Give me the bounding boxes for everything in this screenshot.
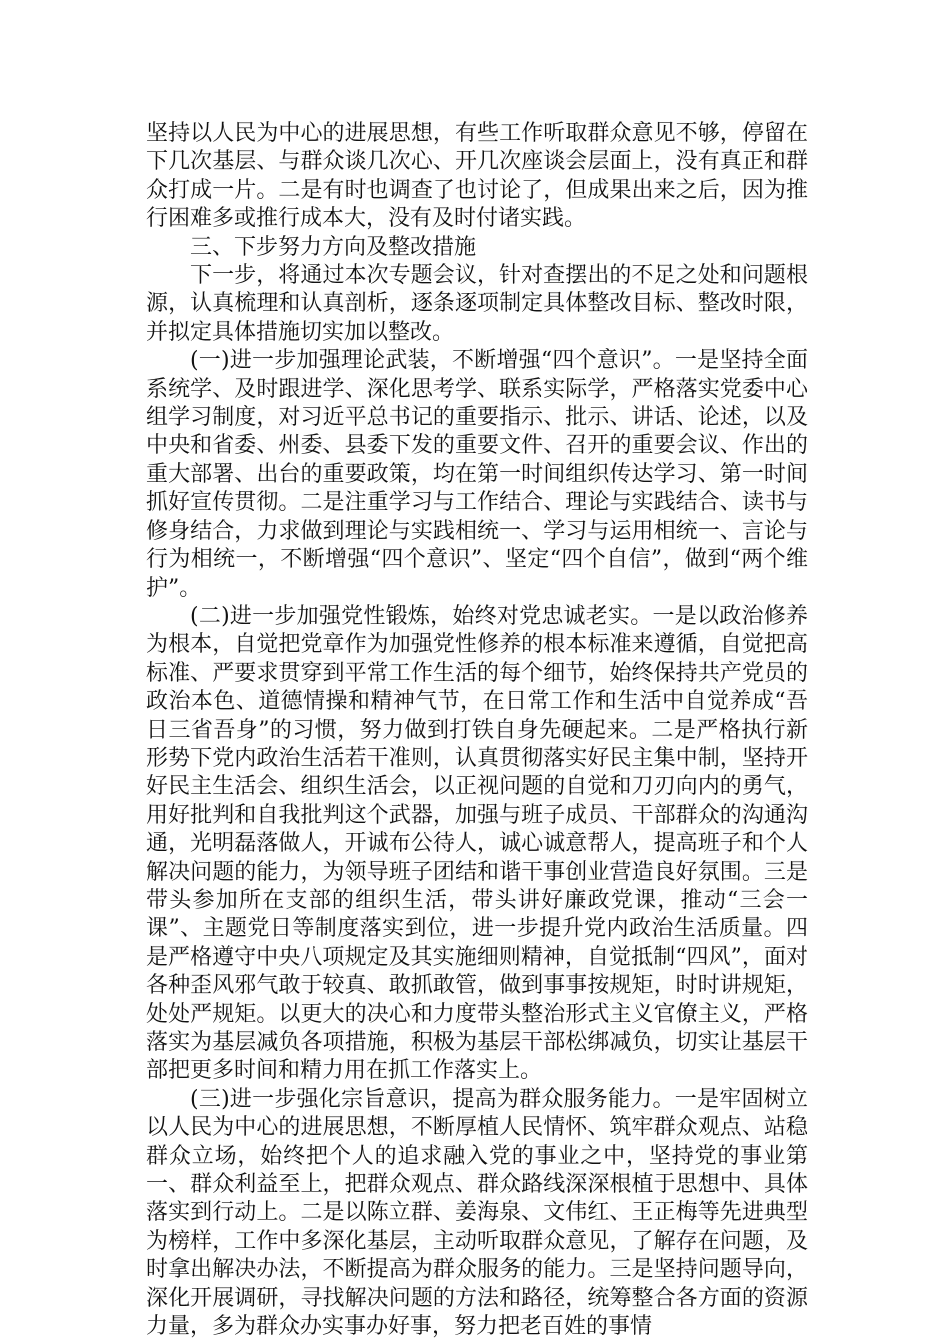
paragraph-item-1: (一)进一步加强理论武装，不断增强“四个意识”。一是坚持全面系统学、及时跟进学、深化思考学、联系实际学，严格落实党委中心组学习制度，对习近平总书记的重要指示、批示、讲话、论述，以及中央和省委、州委、县委下发的重要文件、召开的重要会议、作出的重大部署、出台的重要政策，均在第一时间组织传达学习、第一时间抓好宣传贯彻。二是注重学习与工作结合、理论与实践结合、读书与修身结合，力求做到理论与实践相统一、学习与运用相统一、言论与行为相统一，不断增强“四个意识”、坚定“四个自信”，做到“两个维护”。	[146, 348, 808, 601]
document-page	[146, 120, 808, 1341]
section-heading-3: 三、下步努力方向及整改措施	[190, 234, 477, 260]
paragraph-continuation: 坚持以人民为中心的进展思想，有些工作听取群众意见不够，停留在下几次基层、与群众谈几次心、开几次座谈会层面上，没有真正和群众打成一片。二是有时也调查了也讨论了，但成果出来之后，因为推行困难多或推行成本大，没有及时付诸实践。	[146, 121, 808, 232]
paragraph-item-2: (二)进一步加强党性锻炼，始终对党忠诚老实。一是以政治修养为根本，自觉把党章作为加强党性修养的根本标准来遵循，自觉把高标准、严要求贯穿到平常工作生活的每个细节，始终保持共产党员的政治本色、道德情操和精神气节，在日常工作和生活中自觉养成“吾日三省吾身”的习惯，努力做到打铁自身先硬起来。二是严格执行新形势下党内政治生活若干准则，认真贯彻落实好民主集中制，坚持开好民主生活会、组织生活会，以正视问题的自觉和刀刃向内的勇气，用好批判和自我批判这个武器，加强与班子成员、干部群众的沟通沟通，光明磊落做人，开诚布公待人，诚心诚意帮人，提高班子和个人解决问题的能力，为领导班子团结和谐干事创业营造良好氛围。三是带头参加所在支部的组织生活，带头讲好廉政党课，推动“三会一课”、主题党日等制度落实到位，进一步提升党内政治生活质量。四是严格遵守中央八项规定及其实施细则精神，自觉抵制“四风”，面对各种歪风邪气敢于较真、敢抓敢管，做到事事按规矩，时时讲规矩，处处严规矩。以更大的决心和力度带头整治形式主义官僚主义，严格落实为基层减负各项措施，积极为基层干部松绑减负，切实让基层干部把更多时间和精力用在抓工作落实上。	[146, 603, 808, 1084]
paragraph-intro: 下一步，将通过本次专题会议，针对查摆出的不足之处和问题根源，认真梳理和认真剖析，逐条逐项制定具体整改目标、整改时限，并拟定具体措施切实加以整改。	[146, 263, 808, 345]
paragraph-item-3: (三)进一步强化宗旨意识，提高为群众服务能力。一是牢固树立以人民为中心的进展思想，不断厚植人民情怀、筑牢群众观点、站稳群众立场，始终把个人的追求融入党的事业之中，坚持党的事业第一、群众利益至上，把群众观点、群众路线深深根植于思想中、具体落实到行动上。二是以陈立群、姜海泉、文伟红、王正梅等先进典型为榜样，工作中多深化基层，主动听取群众意见，了解存在问题，及时拿出解决办法，不断提高为群众服务的能力。三是坚持问题导向，深化开展调研，寻找解决问题的方法和路径，统筹整合各方面的资源力量，多为群众办实事办好事，努力把老百姓的事情	[146, 1086, 808, 1340]
